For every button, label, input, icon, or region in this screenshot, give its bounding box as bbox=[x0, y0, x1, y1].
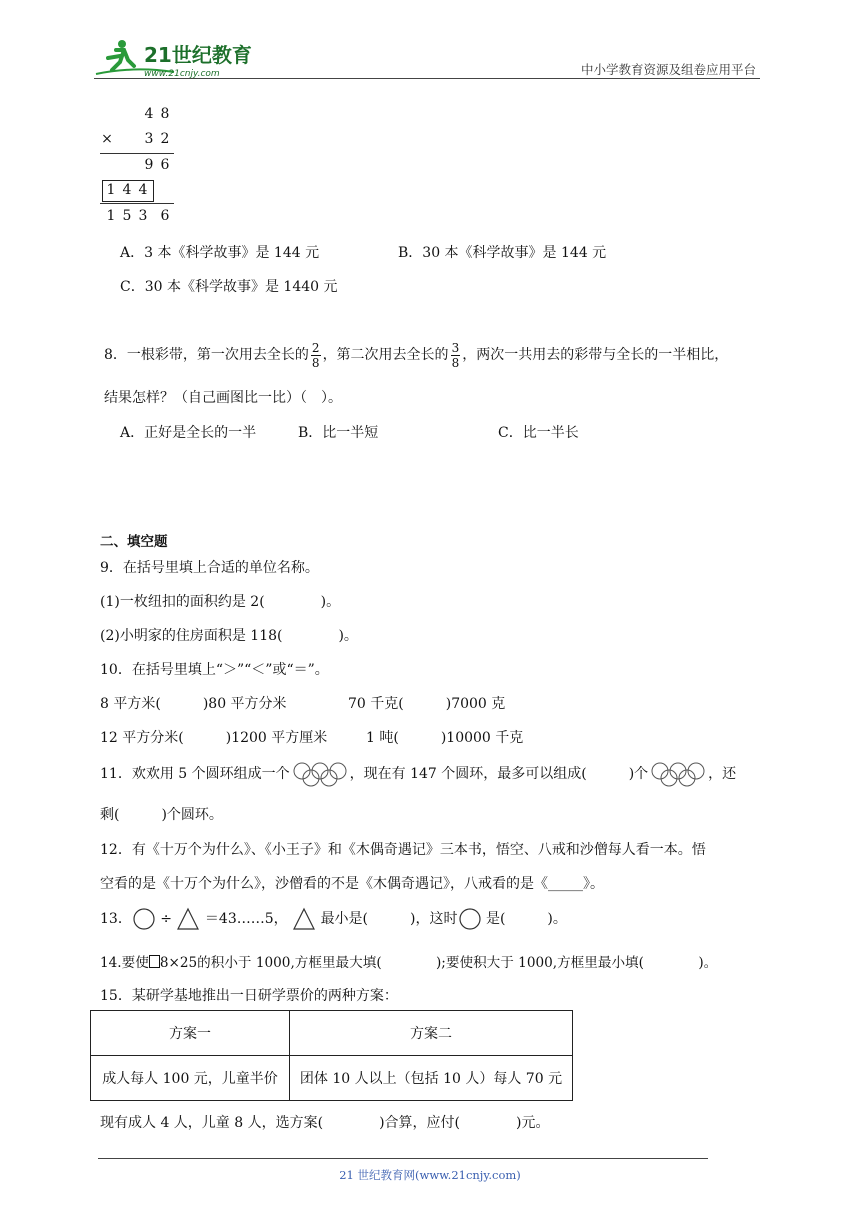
q9-title: 9．在括号里填上合适的单位名称。 bbox=[100, 560, 319, 576]
table-header-cell: 方案一 bbox=[91, 1011, 290, 1056]
q8-stem-line2: 结果怎样？（自己画图比一比）（ ）。 bbox=[104, 390, 342, 406]
times-sign: × bbox=[101, 131, 113, 147]
table-row bbox=[91, 1011, 573, 1056]
rule-line bbox=[100, 153, 174, 154]
digit: 6 bbox=[160, 208, 170, 224]
q9-sub2: (2)小明家的住房面积是 118( )。 bbox=[100, 628, 358, 644]
q12-line1: 12．有《十万个为什么》、《小王子》和《木偶奇遇记》三本书，悟空、八戒和沙僧每人看一本。悟 bbox=[100, 842, 706, 858]
logo-title: 21世纪教育 bbox=[144, 43, 252, 67]
q15-title: 15．某研学基地推出一日研学票价的两种方案： bbox=[100, 988, 398, 1004]
table-cell: 成人每人 100 元，儿童半价 bbox=[91, 1056, 290, 1101]
q8-stem: 8．一根彩带，第一次用去全长的 $\frac{2}{8}$ ，第二次用去全长的 $\frac{3}{8}$ ，两次一共用去的彩带与全长的一半相比， bbox=[104, 340, 729, 370]
digit: 6 bbox=[160, 157, 170, 173]
q14-stem: 14.要使 8×25的积小于 1000,方框里最大填( );要使积大于 1000,方框里最小填( )。 bbox=[100, 955, 718, 971]
q7-option-c: C．30 本《科学故事》是 1440 元 bbox=[120, 279, 338, 295]
q10-item: 1 吨( )10000 千克 bbox=[366, 730, 524, 746]
fraction: $\frac{2}{8}$ bbox=[311, 340, 320, 370]
triangle-icon bbox=[292, 907, 316, 931]
header-divider bbox=[94, 78, 760, 79]
digit: 5 bbox=[122, 208, 132, 224]
q7-option-b: B．30 本《科学故事》是 144 元 bbox=[398, 245, 607, 261]
q9-sub1: (1)一枚纽扣的面积约是 2( )。 bbox=[100, 594, 341, 610]
digit: 4 bbox=[122, 182, 132, 198]
q10-item: 8 平方米( )80 平方分米 bbox=[100, 696, 287, 712]
digit: 8 bbox=[160, 106, 170, 122]
olympic-rings-icon bbox=[648, 760, 708, 788]
digit: 1 bbox=[106, 182, 116, 198]
digit: 4 bbox=[144, 106, 154, 122]
olympic-rings-icon bbox=[290, 760, 350, 788]
digit: 4 bbox=[138, 182, 148, 198]
header-platform-text: 中小学教育资源及组卷应用平台 bbox=[580, 62, 756, 77]
site-logo bbox=[94, 36, 264, 80]
section-title: 二、填空题 bbox=[100, 534, 168, 550]
footer-divider bbox=[98, 1158, 708, 1159]
triangle-icon bbox=[176, 907, 200, 931]
circle-icon bbox=[458, 907, 482, 931]
q8-option-c: C．比一半长 bbox=[498, 425, 579, 441]
circle-icon bbox=[132, 907, 156, 931]
q8-option-a: A．正好是全长的一半 bbox=[120, 425, 257, 441]
table-header-cell: 方案二 bbox=[290, 1011, 573, 1056]
q10-title: 10．在括号里填上“＞”“＜”或“＝”。 bbox=[100, 662, 329, 678]
digit: 1 bbox=[106, 208, 116, 224]
ticket-plan-table bbox=[90, 1010, 573, 1101]
q11-line2: 剩( )个圆环。 bbox=[100, 807, 223, 823]
digit: 3 bbox=[138, 208, 148, 224]
digit: 3 bbox=[144, 131, 154, 147]
q15-question: 现有成人 4 人，儿童 8 人，选方案( )合算，应付( )元。 bbox=[100, 1115, 550, 1131]
footer-link[interactable]: 21 世纪教育网(www.21cnjy.com) bbox=[339, 1168, 521, 1182]
fraction: $\frac{3}{8}$ bbox=[451, 340, 460, 370]
square-box-icon bbox=[149, 955, 160, 968]
table-cell: 团体 10 人以上（包括 10 人）每人 70 元 bbox=[290, 1056, 573, 1101]
q11-stem: 11．欢欢用 5 个圆环组成一个 ，现在有 147 个圆环，最多可以组成( )个 ，还 bbox=[100, 760, 736, 788]
q8-option-b: B．比一半短 bbox=[298, 425, 379, 441]
logo-url: www.21cnjy.com bbox=[144, 69, 220, 79]
digit: 9 bbox=[144, 157, 154, 173]
table-row bbox=[91, 1056, 573, 1101]
q13-stem: 13． ÷ ＝43……5， 最小是( )，这时 是( )。 bbox=[100, 906, 567, 932]
q10-item: 12 平方分米( )1200 平方厘米 bbox=[100, 730, 328, 746]
q10-item: 70 千克( )7000 克 bbox=[348, 696, 506, 712]
q12-line2: 空看的是《十万个为什么》，沙僧看的不是《木偶奇遇记》，八戒看的是《_____》。 bbox=[100, 876, 604, 892]
rule-line bbox=[100, 203, 174, 204]
q7-option-a: A．3 本《科学故事》是 144 元 bbox=[120, 245, 320, 261]
digit: 2 bbox=[160, 131, 170, 147]
